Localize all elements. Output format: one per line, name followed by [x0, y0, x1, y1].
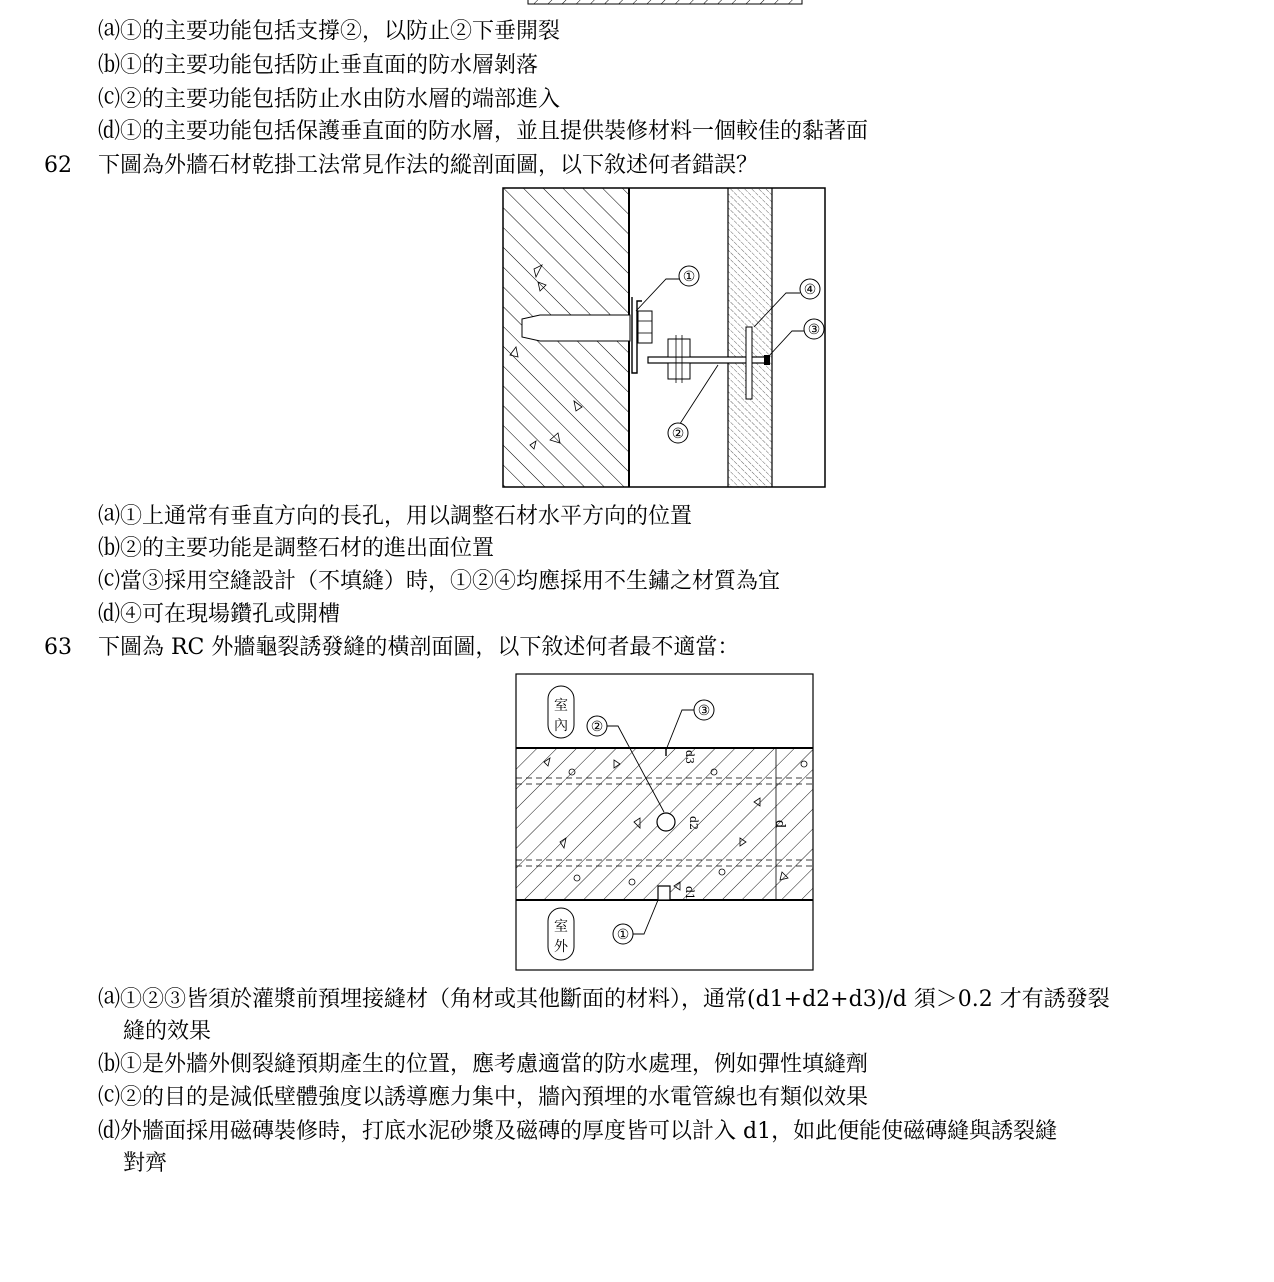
q62-figure [502, 187, 832, 489]
q63-option-a-line2: 縫的效果 [123, 1019, 212, 1044]
q63-option-c: ⒞②的目的是減低壁體強度以誘導應力集中，牆內預埋的水電管線也有類似效果 [98, 1085, 869, 1110]
q62-callout-3: ③ [807, 322, 821, 338]
q63-option-d-line2: 對齊 [123, 1151, 168, 1176]
q63-callout-3: ③ [697, 703, 711, 719]
q63-outdoor-label-1: 室 [554, 919, 568, 935]
previous-figure-fragment [0, 0, 1274, 10]
q63-callout-1: ① [616, 927, 630, 943]
prev-option-c: ⒞②的主要功能包括防止水由防水層的端部進入 [98, 87, 561, 112]
q62-option-d: ⒟④可在現場鑽孔或開槽 [98, 602, 341, 627]
q63-indoor-label-2: 內 [554, 718, 568, 734]
q63-option-a-line1: ⒜①②③皆須於灌漿前預埋接縫材（角材或其他斷面的材料），通常(d1+d2+d3)/d 須＞0.2 才有誘發裂 [98, 987, 1110, 1012]
q62-callout-1: ① [682, 269, 696, 285]
q63-dim-d: d [772, 819, 787, 829]
q62-option-b: ⒝②的主要功能是調整石材的進出面位置 [98, 536, 495, 561]
q63-callout-2: ② [590, 719, 604, 735]
question-number-63: 63 [44, 635, 72, 660]
q63-dim-d1: d1 [683, 886, 696, 901]
prev-option-b: ⒝①的主要功能包括防止垂直面的防水層剝落 [98, 53, 539, 78]
q63-outdoor-label-2: 外 [554, 939, 568, 955]
question-63-stem: 下圖為 RC 外牆龜裂誘發縫的橫剖面圖，以下敘述何者最不適當： [98, 635, 740, 660]
q62-callout-2: ② [671, 426, 685, 442]
q63-dim-d3: d3 [683, 750, 696, 765]
prev-option-a: ⒜①的主要功能包括支撐②，以防止②下垂開裂 [98, 19, 561, 44]
q63-dim-d2: d2 [687, 816, 700, 831]
q63-figure [514, 672, 816, 974]
question-number-62: 62 [44, 153, 72, 178]
q62-callout-4: ④ [803, 282, 817, 298]
q63-indoor-label-1: 室 [554, 698, 568, 714]
prev-option-d: ⒟①的主要功能包括保護垂直面的防水層，並且提供裝修材料一個較佳的黏著面 [98, 119, 869, 144]
q63-option-b: ⒝①是外牆外側裂縫預期產生的位置，應考慮適當的防水處理，例如彈性填縫劑 [98, 1052, 869, 1077]
q62-option-c: ⒞當③採用空縫設計（不填縫）時，①②④均應採用不生鏽之材質為宜 [98, 569, 781, 594]
q63-option-d-line1: ⒟外牆面採用磁磚裝修時，打底水泥砂漿及磁磚的厚度皆可以計入 d1，如此便能使磁磚縫與誘裂縫 [98, 1119, 1058, 1144]
q62-option-a: ⒜①上通常有垂直方向的長孔，用以調整石材水平方向的位置 [98, 504, 693, 529]
question-62-stem: 下圖為外牆石材乾掛工法常見作法的縱剖面圖，以下敘述何者錯誤？ [98, 153, 759, 178]
